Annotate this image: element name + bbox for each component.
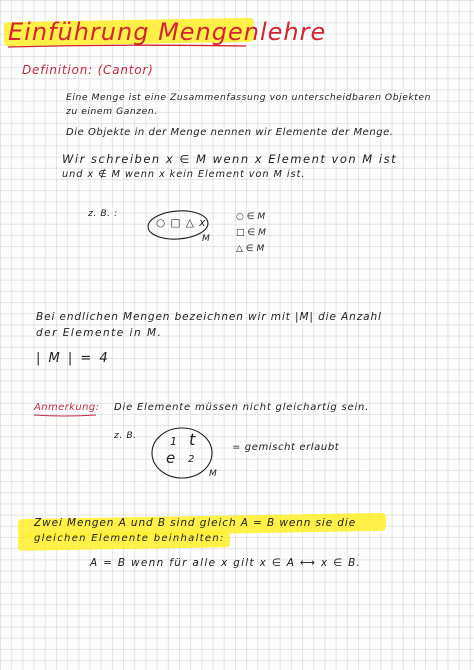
- example2-result: = gemischt erlaubt: [232, 442, 340, 453]
- example1-label: z. B. :: [88, 208, 118, 219]
- example2-label: z. B.: [114, 430, 137, 441]
- example1-set-name: M: [202, 234, 210, 244]
- note-label: Anmerkung:: [34, 402, 100, 413]
- elements-line: Die Objekte in der Menge nennen wir Elemente der Menge.: [66, 127, 394, 138]
- page-title: Einführung Mengenlehre: [8, 18, 327, 46]
- membership-circle: ○ ∈ M: [236, 212, 266, 222]
- membership-triangle: △ ∈ M: [236, 244, 265, 254]
- equality-formula: A = B wenn für alle x gilt x ∈ A ⟷ x ∈ B.: [90, 557, 362, 569]
- note-text: Die Elemente müssen nicht gleichartig sein.: [114, 402, 370, 413]
- cardinality-formula: | M | = 4: [36, 351, 110, 366]
- example1-set-elements: ○ □ △ x: [156, 217, 207, 229]
- definition-line-2: zu einem Ganzen.: [66, 106, 158, 117]
- notation-line-1: Wir schreiben x ∈ M wenn x Element von M ist: [62, 152, 398, 166]
- example2-element-e: e: [166, 449, 176, 467]
- example2-element-t: t: [189, 430, 196, 449]
- example2-element-1: 1: [170, 435, 177, 448]
- membership-square: □ ∈ M: [236, 228, 266, 238]
- definition-line-1: Eine Menge ist eine Zusammenfassung von unterscheidbaren Objekten: [66, 92, 431, 103]
- notation-line-2: und x ∉ M wenn x kein Element von M ist.: [62, 169, 306, 180]
- definition-heading: Definition: (Cantor): [22, 63, 154, 77]
- equality-line-2: gleichen Elemente beinhalten:: [34, 533, 225, 544]
- finite-line-1: Bei endlichen Mengen bezeichnen wir mit |M| die Anzahl: [36, 311, 382, 323]
- equality-line-1: Zwei Mengen A und B sind gleich A = B wenn sie die: [34, 517, 357, 529]
- example2-set-name: M: [209, 469, 217, 479]
- finite-line-2: der Elemente in M.: [36, 327, 163, 339]
- example2-element-2: 2: [188, 454, 195, 465]
